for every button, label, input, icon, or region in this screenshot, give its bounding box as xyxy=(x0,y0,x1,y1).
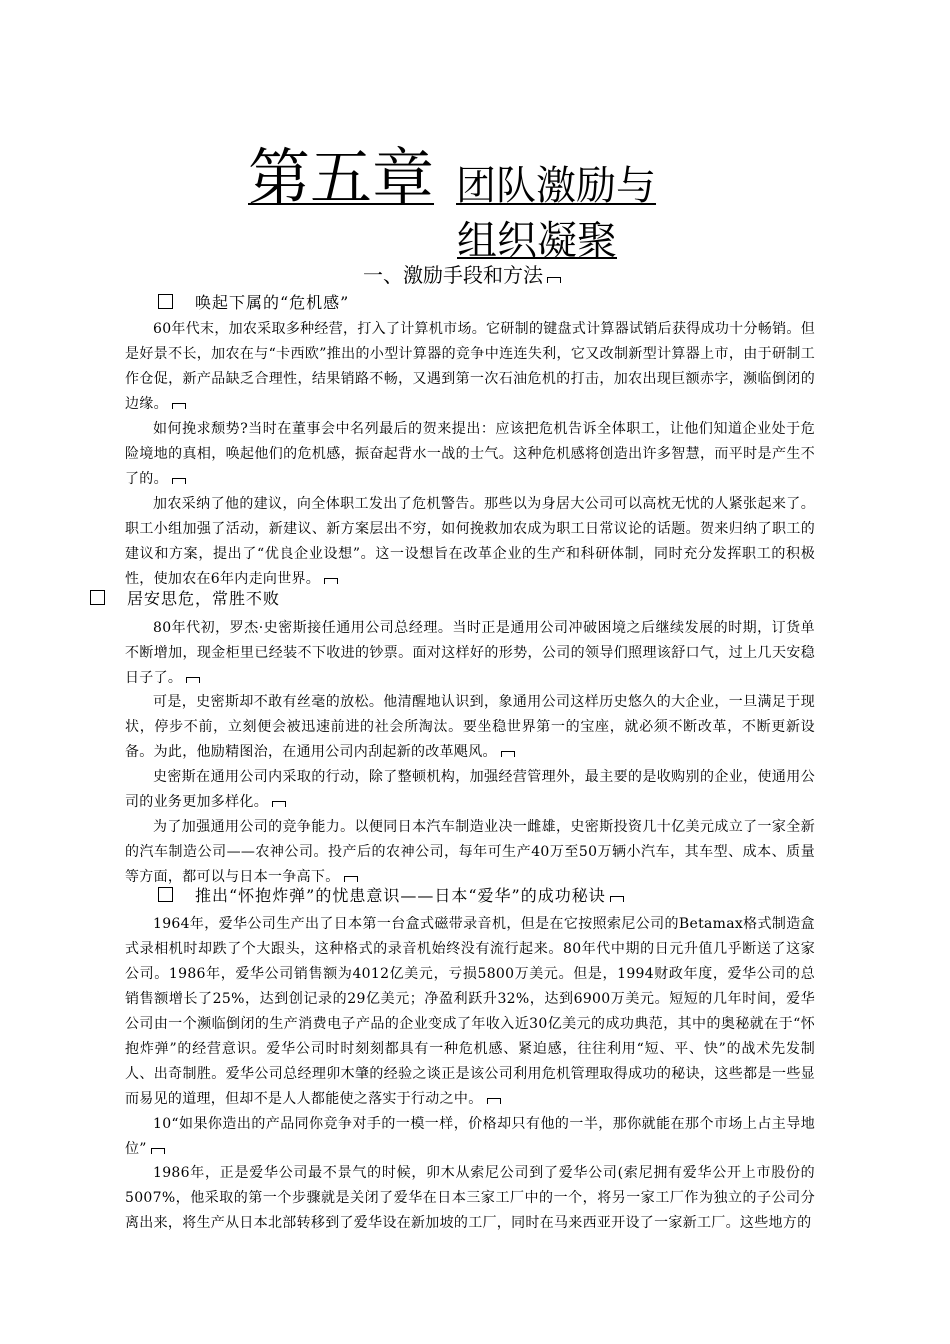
subheading-3-text: 推出“怀抱炸弹”的忧患意识——日本“爱华”的成功秘诀 xyxy=(195,886,606,905)
paragraph-6 xyxy=(125,765,815,815)
paragraph-mark-icon xyxy=(151,1148,165,1154)
paragraph-4-text: 80年代初，罗杰·史密斯接任通用公司总经理。当时正是通用公司冲破困境之后继续发展的时期，订货单不断增加，现金柜里已经装不下收进的钞票。面对这样好的形势，公司的领导们照理该舒口气，过上几天安稳日子了。 xyxy=(125,620,815,686)
section-heading-text: 一、激励手段和方法 xyxy=(363,263,543,287)
section-heading xyxy=(363,262,561,288)
paragraph-mark-icon xyxy=(172,403,186,409)
paragraph-mark-icon xyxy=(610,896,624,902)
paragraph-mark-icon xyxy=(487,1098,501,1104)
paragraph-mark-icon xyxy=(186,677,200,683)
paragraph-7-text: 为了加强通用公司的竞争能力。以便同日本汽车制造业决一雌雄，史密斯投资几十亿美元成立了一家全新的汽车制造公司——农神公司。投产后的农神公司，每年可生产40万至50万辆小汽车，其车型、成本、质量等方面，都可以与日本一争高下。 xyxy=(125,819,815,885)
paragraph-7 xyxy=(125,815,815,890)
paragraph-2-text: 如何挽求颓势?当时在董事会中名列最后的贺来提出：应该把危机告诉全体职工，让他们知道企业处于危险境地的真相，唤起他们的危机感，振奋起背水一战的士气。这种危机感将创造出许多智慧，而平时是产生不了的。 xyxy=(125,421,815,487)
paragraph-mark-icon xyxy=(272,801,286,807)
subheading-2 xyxy=(90,588,280,610)
paragraph-1 xyxy=(125,317,815,417)
subheading-1-text: 唤起下属的“危机感” xyxy=(195,293,350,312)
checkbox-square-icon xyxy=(158,887,173,902)
checkbox-square-icon xyxy=(158,294,173,309)
paragraph-2 xyxy=(125,417,815,492)
paragraph-10 xyxy=(125,1161,815,1236)
subheading-1 xyxy=(158,292,349,314)
paragraph-mark-icon xyxy=(547,277,561,283)
paragraph-mark-icon xyxy=(344,876,358,882)
subheading-2-text: 居安思危，常胜不败 xyxy=(127,589,281,608)
paragraph-3 xyxy=(125,492,815,592)
chapter-title-line1: 团队激励与 xyxy=(456,163,657,209)
subheading-3 xyxy=(158,885,624,907)
paragraph-1-text: 60年代末，加农采取多种经营，打入了计算机市场。它研制的键盘式计算器试销后获得成功十分畅销。但是好景不长，加农在与“卡西欧”推出的小型计算器的竞争中连连失利，它又改制新型计算器上市，由于研制工作仓促，新产品缺乏合理性，结果销路不畅，又遇到第一次石油危机的打击，加农出现巨额赤字，濒临倒闭的边缘。 xyxy=(125,321,815,412)
paragraph-8 xyxy=(125,912,815,1112)
chapter-title xyxy=(248,140,656,216)
paragraph-mark-icon xyxy=(172,478,186,484)
paragraph-mark-icon xyxy=(501,751,515,757)
paragraph-8-text: 1964年，爱华公司生产出了日本第一台盒式磁带录音机，但是在它按照索尼公司的Betamax格式制造盒式录相机时却跌了个大跟头，这种格式的录音机始终没有流行起来。80年代中期的日元升值几乎断送了这家公司。1986年，爱华公司销售额为4012亿美元，亏损5800万美元。但是，1994财政年度，爱华公司的总销售额增长了25%，达到创记录的29亿美元；净盈利跃升32%，达到6900万美元。短短的几年时间，爱华公司由一个濒临倒闭的生产消费电子产品的企业变成了年收入近30亿美元的成功典范，其中的奥秘就在于“怀抱炸弹”的经营意识。爱华公司时时刻刻都具有一种危机感、紧迫感，往往利用“短、平、快”的战术先发制人、出奇制胜。爱华公司总经理卯木肇的经验之谈正是该公司利用危机管理取得成功的秘诀，这些都是一些显而易见的道理，但却不是人人都能使之落实于行动之中。 xyxy=(125,916,815,1107)
paragraph-5-text: 可是，史密斯却不敢有丝毫的放松。他清醒地认识到，象通用公司这样历史悠久的大企业，一旦满足于现状，停步不前，立刻便会被迅速前进的社会所淘汰。要坐稳世界第一的宝座，就必须不断改革，不断更新设备。为此，他励精图治，在通用公司内刮起新的改革飓风。 xyxy=(125,694,815,760)
chapter-title-line2: 组织凝聚 xyxy=(457,218,617,264)
paragraph-3-text: 加农采纳了他的建议，向全体职工发出了危机警告。那些以为身居大公司可以高枕无忧的人紧张起来了。职工小组加强了活动，新建议、新方案层出不穷，如何挽救加农成为职工日常议论的话题。贺来归纳了职工的建议和方案，提出了“优良企业设想”。这一设想旨在改革企业的生产和科研体制，同时充分发挥职工的积极性，使加农在6年内走向世界。 xyxy=(125,496,815,587)
paragraph-mark-icon xyxy=(324,578,338,584)
paragraph-9-text: 10“如果你造出的产品同你竞争对手的一模一样，价格却只有他的一半，那你就能在那个市场上占主导地位” xyxy=(125,1116,815,1157)
paragraph-4 xyxy=(125,616,815,691)
paragraph-6-text: 史密斯在通用公司内采取的行动，除了整顿机构，加强经营管理外，最主要的是收购别的企业，使通用公司的业务更加多样化。 xyxy=(125,769,815,810)
paragraph-9 xyxy=(125,1112,815,1162)
paragraph-10-text: 1986年，正是爱华公司最不景气的时候，卯木从索尼公司到了爱华公司(索尼拥有爱华公开上市股份的5007%，他采取的第一个步骤就是关闭了爱华在日本三家工厂中的一个，将另一家工厂作为独立的子公司分离出来，将生产从日本北部转移到了爱华设在新加坡的工厂，同时在马来西亚开设了一家新工厂。这些地方的 xyxy=(125,1165,815,1231)
chapter-number: 第五章 xyxy=(248,141,435,214)
checkbox-square-icon xyxy=(90,590,105,605)
paragraph-5 xyxy=(125,690,815,765)
